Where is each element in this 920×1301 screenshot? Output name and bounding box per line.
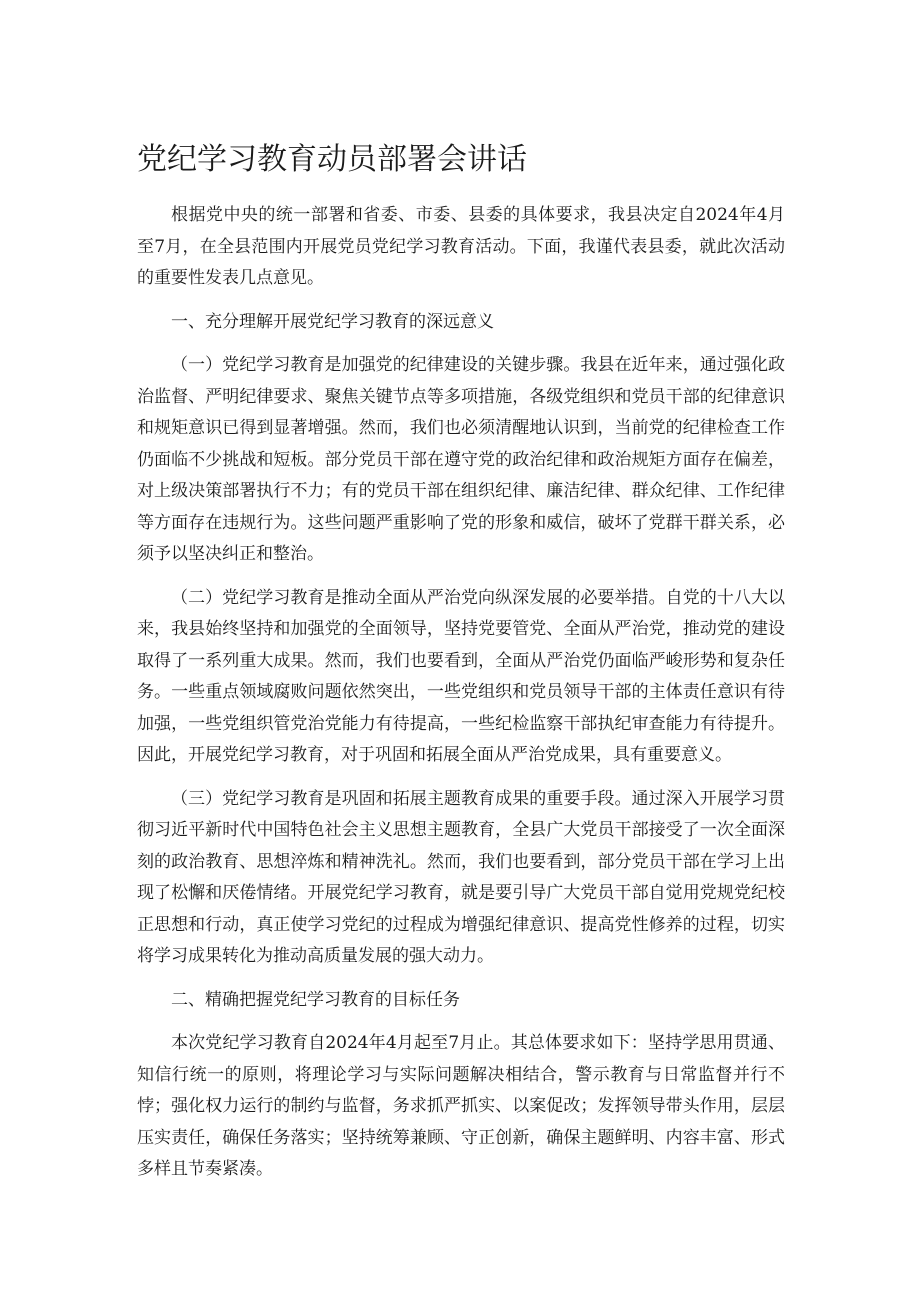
document-body: [137, 200, 785, 1198]
subsection-paragraph-2: （二）党纪学习教育是推动全面从严治党向纵深发展的必要举措。自党的十八大以来，我县始终坚持和加强党的全面领导，坚持党要管党、全面从严治党，推动党的建设取得了一系列重大成果。然而，我们也要看到，全面从严治党仍面临严峻形势和复杂任务。一些重点领域腐败问题依然突出，一些党组织和党员领导干部的主体责任意识有待加强，一些党组织管党治党能力有待提高，一些纪检监察干部执纪审查能力有待提升。因此，开展党纪学习教育，对于巩固和拓展全面从严治党成果，具有重要意义。: [137, 587, 785, 765]
document-title: 党纪学习教育动员部署会讲话: [137, 142, 527, 177]
section-2-paragraph: 本次党纪学习教育自2024年4月起至7月止。其总体要求如下：坚持学思用贯通、知信行统一的原则，将理论学习与实际问题解决相结合，警示教育与日常监督并行不悖；强化权力运行的制约与监督，务求抓严抓实、以案促改；发挥领导带头作用，层层压实责任，确保任务落实；坚持统筹兼顾、守正创新，确保主题鲜明、内容丰富、形式多样且节奏紧凑。: [137, 1033, 785, 1179]
section-heading-1: 一、充分理解开展党纪学习教育的深远意义: [171, 311, 494, 332]
intro-paragraph: 根据党中央的统一部署和省委、市委、县委的具体要求，我县决定自2024年4月至7月，在全县范围内开展党员党纪学习教育活动。下面，我谨代表县委，就此次活动的重要性发表几点意见。: [137, 205, 785, 288]
section-heading-2: 二、精确把握党纪学习教育的目标任务: [171, 989, 460, 1010]
subsection-paragraph-1: （一）党纪学习教育是加强党的纪律建设的关键步骤。我县在近年来，通过强化政治监督、严明纪律要求、聚焦关键节点等多项措施，各级党组织和党员干部的纪律意识和规矩意识已得到显著增强。然而，我们也必须清醒地认识到，当前党的纪律检查工作仍面临不少挑战和短板。部分党员干部在遵守党的政治纪律和政治规矩方面存在偏差，对上级决策部署执行不力；有的党员干部在组织纪律、廉洁纪律、群众纪律、工作纪律等方面存在违规行为。这些问题严重影响了党的形象和威信，破坏了党群干群关系，必须予以坚决纠正和整治。: [137, 355, 785, 564]
subsection-paragraph-3: （三）党纪学习教育是巩固和拓展主题教育成果的重要手段。通过深入开展学习贯彻习近平新时代中国特色社会主义思想主题教育，全县广大党员干部接受了一次全面深刻的政治教育、思想淬炼和精神洗礼。然而，我们也要看到，部分党员干部在学习上出现了松懈和厌倦情绪。开展党纪学习教育，就是要引导广大党员干部自觉用党规党纪校正思想和行动，真正使学习党纪的过程成为增强纪律意识、提高党性修养的过程，切实将学习成果转化为推动高质量发展的强大动力。: [137, 788, 785, 966]
